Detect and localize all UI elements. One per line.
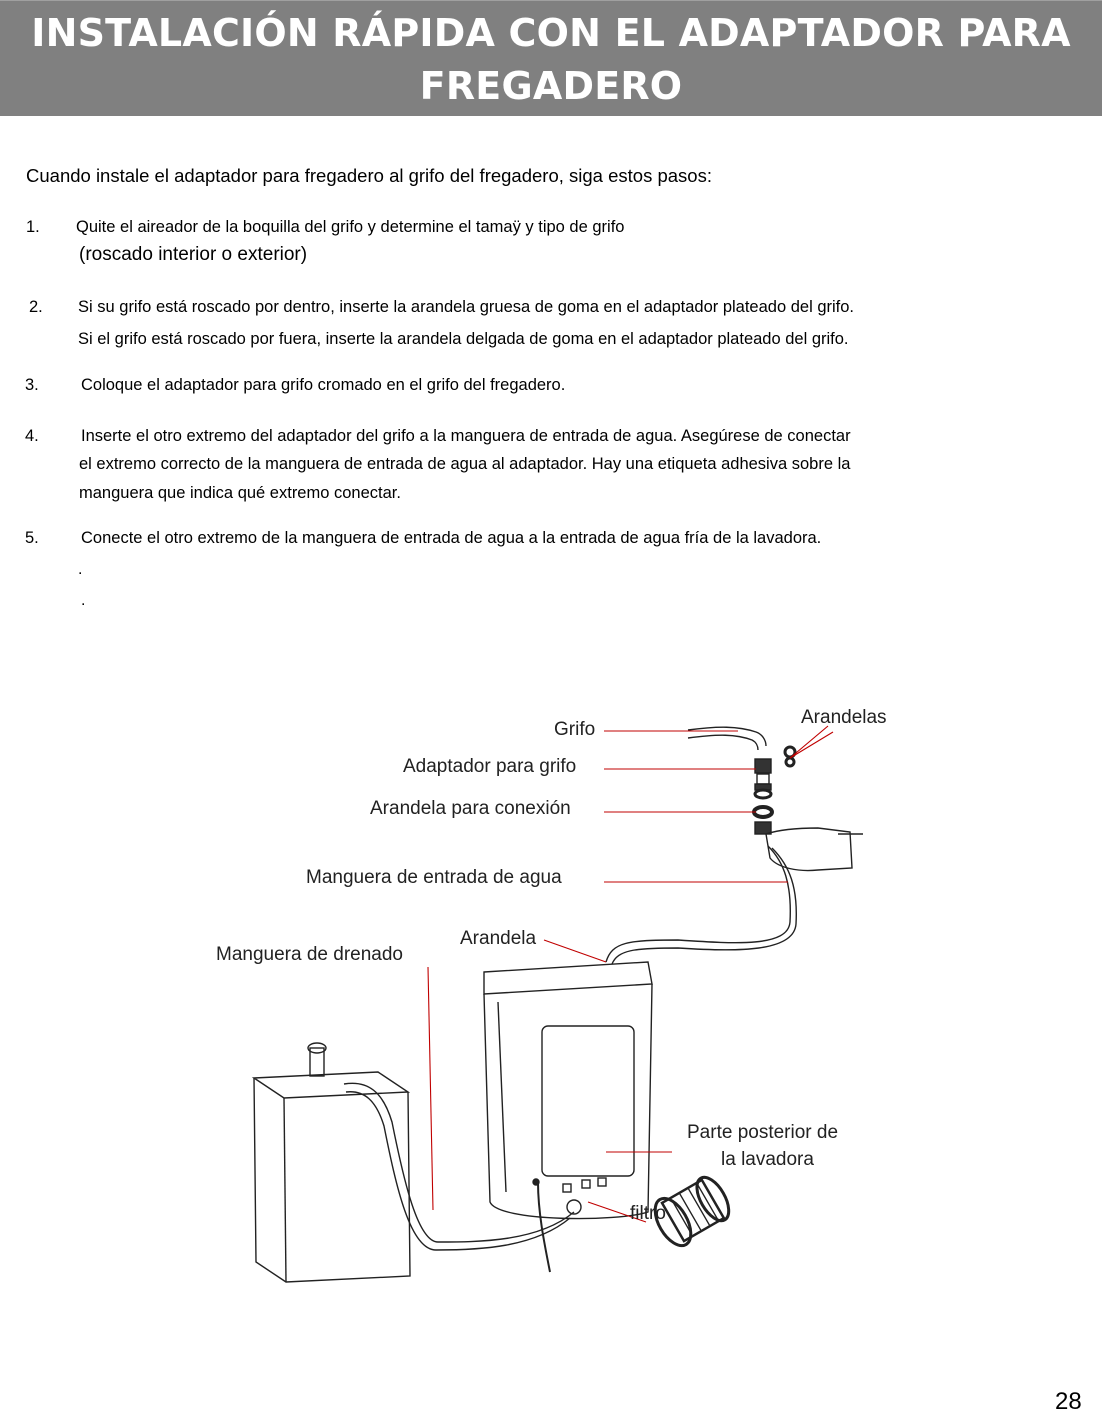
installation-diagram [178, 622, 938, 1307]
label-arandela-conexion: Arandela para conexión [370, 798, 571, 819]
inlet-hose-drawing [606, 846, 790, 962]
title-banner [0, 0, 1102, 116]
step-1-number: 1. [26, 218, 40, 236]
page-title-line-2: FREGADERO [419, 64, 683, 108]
page-title-line-1: INSTALACIÓN RÁPIDA CON EL ADAPTADOR PARA [31, 11, 1071, 55]
step-3-number: 3. [25, 376, 39, 394]
step-2-line-1: Si su grifo está roscado por dentro, inserte la arandela gruesa de goma en el adaptador plateado del grifo. [78, 298, 854, 316]
label-arandela: Arandela [460, 928, 537, 949]
step-2-number: 2. [29, 298, 43, 316]
washing-machine-drawing [484, 962, 652, 994]
stray-dot: . [78, 561, 83, 578]
faucet-adapter-drawing [755, 759, 771, 773]
step-4-line-2: el extremo correcto de la manguera de entrada de agua al adaptador. Hay una etiqueta adhesiva sobre la [79, 455, 851, 473]
label-grifo: Grifo [554, 719, 596, 740]
drain-hose-drawing [344, 1083, 574, 1242]
step-5-number: 5. [25, 529, 39, 547]
label-manguera-drenado: Manguera de drenado [216, 944, 403, 965]
sink-drawing [254, 1072, 408, 1098]
step-2-line-2: Si el grifo está roscado por fuera, inserte la arandela delgada de goma en el adaptador plateado del grifo. [78, 330, 849, 348]
stray-dot: . [81, 592, 86, 609]
step-4-number: 4. [25, 427, 39, 445]
step-3-line-1: Coloque el adaptador para grifo cromado en el grifo del fregadero. [81, 376, 566, 394]
connection-washer-drawing [754, 807, 772, 817]
label-filtro: filtro [630, 1203, 666, 1224]
label-arandelas: Arandelas [801, 707, 887, 728]
step-4-line-3: manguera que indica qué extremo conectar. [79, 484, 401, 502]
step-1-line-1: Quite el aireador de la boquilla del grifo y determine el tamaÿ y tipo de grifo [76, 218, 625, 236]
label-parte-posterior-2: la lavadora [721, 1149, 814, 1170]
label-manguera-entrada: Manguera de entrada de agua [306, 867, 562, 888]
step-1-line-2: (roscado interior o exterior) [79, 244, 308, 265]
page-number: 28 [1055, 1388, 1082, 1415]
label-parte-posterior-1: Parte posterior de [687, 1122, 839, 1143]
intro-text: Cuando instale el adaptador para fregadero al grifo del fregadero, siga estos pasos: [26, 165, 712, 186]
label-adaptador: Adaptador para grifo [403, 756, 577, 777]
step-4-line-1: Inserte el otro extremo del adaptador del grifo a la manguera de entrada de agua. Asegúrese de conectar [81, 427, 851, 445]
step-5-line-1: Conecte el otro extremo de la manguera de entrada de agua a la entrada de agua fría de la lavadora. [81, 529, 822, 547]
